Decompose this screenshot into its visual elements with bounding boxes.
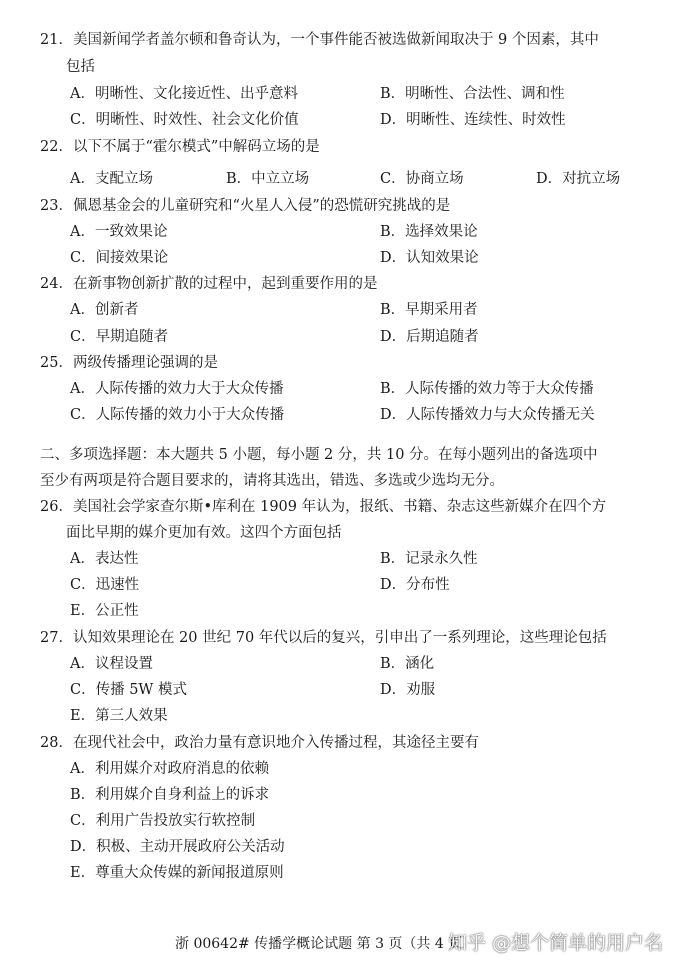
q26-stem: 26．美国社会学家查尔斯•库利在 1909 年认为，报纸、书籍、杂志这些新媒介在四个方	[40, 499, 607, 515]
section2-heading: 二、多项选择题：本大题共 5 小题，每小题 2 分，共 10 分。在每小题列出的备选项中	[40, 447, 598, 463]
q25-stem: 25．两级传播理论强调的是	[40, 355, 218, 371]
q28-stem: 28．在现代社会中，政治力量有意识地介入传播过程，其途径主要有	[40, 735, 479, 751]
q21-option-d: D．明晰性、连续性、时效性	[380, 112, 566, 128]
q22-option-a: A．支配立场	[70, 171, 153, 187]
q28-option-a: A．利用媒介对政府消息的依赖	[70, 761, 269, 777]
q27-option-e: E．第三人效果	[70, 708, 168, 724]
q22-option-b: B．中立立场	[226, 171, 310, 187]
q27-option-a: A．议程设置	[70, 656, 153, 672]
q24-option-b: B．早期采用者	[380, 302, 478, 318]
q27-option-c: C．传播 5W 模式	[70, 682, 187, 698]
q27-option-b: B．涵化	[380, 656, 435, 672]
q27-option-d: D．劝服	[380, 682, 436, 698]
q24-option-d: D．后期追随者	[380, 329, 479, 345]
q22-stem: 22．以下不属于“霍尔模式”中解码立场的是	[40, 139, 320, 155]
q26-option-e: E．公正性	[70, 603, 139, 619]
q23-option-d: D．认知效果论	[380, 250, 479, 266]
q26-stem-cont: 面比早期的媒介更加有效。这四个方面包括	[66, 525, 342, 541]
q21-stem: 21．美国新闻学者盖尔顿和鲁奇认为，一个事件能否被选做新闻取决于 9 个因素，其中	[40, 32, 599, 48]
q27-stem: 27．认知效果理论在 20 世纪 70 年代以后的复兴，引申出了一系列理论，这些理论包括	[40, 630, 607, 646]
page-footer: 浙 00642# 传播学概论试题 第 3 页（共 4 页	[175, 936, 463, 952]
q22-option-c: C．协商立场	[380, 171, 464, 187]
q22-option-d: D．对抗立场	[536, 171, 621, 187]
section2-heading-cont: 至少有两项是符合题目要求的，请将其选出，错选、多选或少选均无分。	[40, 473, 504, 489]
q23-stem: 23．佩恩基金会的儿童研究和“火星人入侵”的恐慌研究挑战的是	[40, 198, 451, 214]
q21-option-b: B．明晰性、合法性、调和性	[380, 86, 565, 102]
q25-option-b: B．人际传播的效力等于大众传播	[380, 381, 594, 397]
q21-option-a: A．明晰性、文化接近性、出乎意料	[70, 86, 298, 102]
q26-option-a: A．表达性	[70, 551, 139, 567]
q24-stem: 24．在新事物创新扩散的过程中，起到重要作用的是	[40, 276, 378, 292]
q28-option-b: B．利用媒介自身利益上的诉求	[70, 787, 270, 803]
q26-option-d: D．分布性	[380, 577, 450, 593]
q21-option-c: C．明晰性、时效性、社会文化价值	[70, 112, 299, 128]
zhihu-watermark: 知乎 @想个简单的用户名	[448, 932, 664, 954]
q24-option-a: A．创新者	[70, 302, 139, 318]
q21-stem-cont: 包括	[66, 59, 95, 75]
q28-option-c: C．利用广告投放实行软控制	[70, 813, 256, 829]
q25-option-c: C．人际传播的效力小于大众传播	[70, 407, 285, 423]
q23-option-c: C．间接效果论	[70, 250, 169, 266]
q24-option-c: C．早期追随者	[70, 329, 169, 345]
q26-option-c: C．迅速性	[70, 577, 140, 593]
q28-option-e: E．尊重大众传媒的新闻报道原则	[70, 865, 284, 881]
q25-option-d: D．人际传播效力与大众传播无关	[380, 407, 595, 423]
q23-option-b: B．选择效果论	[380, 224, 478, 240]
q26-option-b: B．记录永久性	[380, 551, 478, 567]
q25-option-a: A．人际传播的效力大于大众传播	[70, 381, 284, 397]
q23-option-a: A．一致效果论	[70, 224, 168, 240]
q28-option-d: D．积极、主动开展政府公关活动	[70, 839, 285, 855]
